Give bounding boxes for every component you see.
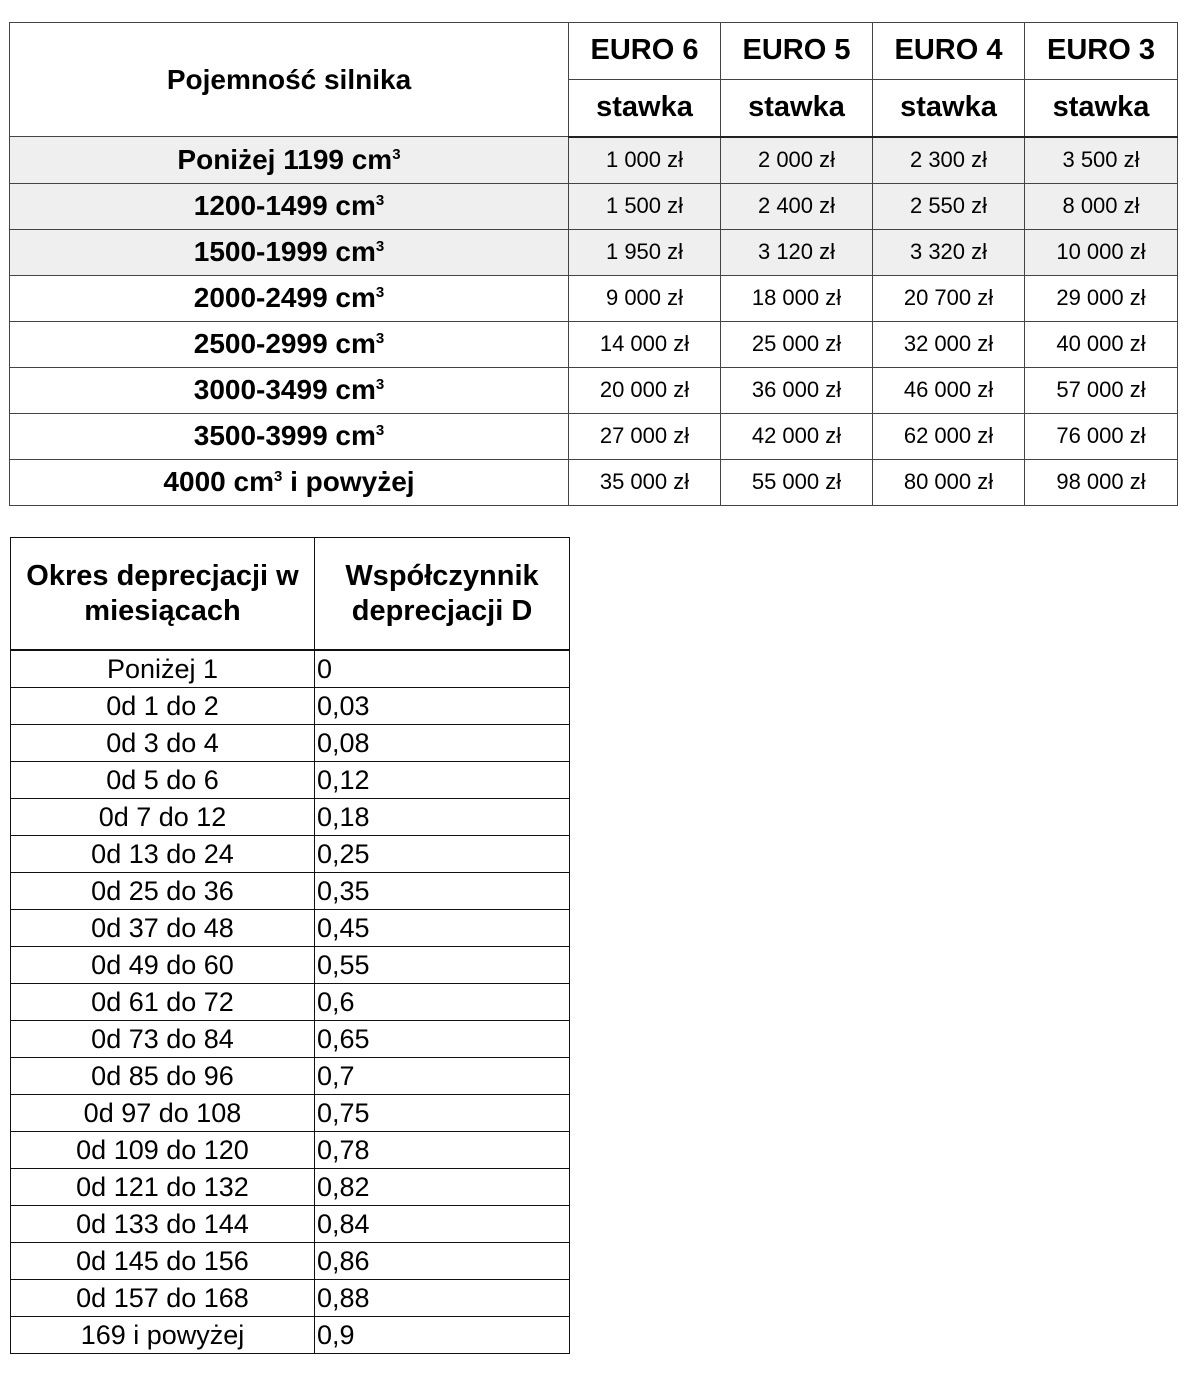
capacity-range-text: 1200-1499 cm bbox=[193, 190, 376, 221]
rate-cell: 35 000 zł bbox=[569, 459, 721, 505]
depreciation-period-cell: 0d 61 do 72 bbox=[11, 984, 315, 1021]
table2-header-row bbox=[11, 538, 570, 651]
cubic-superscript: 3 bbox=[375, 376, 385, 393]
cubic-superscript: 3 bbox=[375, 284, 385, 301]
rate-cell: 1 000 zł bbox=[569, 137, 721, 184]
rate-cell: 76 000 zł bbox=[1025, 413, 1178, 459]
depreciation-coefficient-cell: 0,03 bbox=[315, 688, 570, 725]
engine-capacity-row bbox=[10, 459, 1178, 505]
depreciation-period-header: Okres deprecjacji w miesiącach bbox=[11, 538, 315, 651]
table1-header-row bbox=[10, 23, 1178, 80]
cubic-superscript: 3 bbox=[375, 192, 385, 209]
rate-cell: 1 500 zł bbox=[569, 183, 721, 229]
depreciation-period-cell: 0d 109 do 120 bbox=[11, 1132, 315, 1169]
rate-subheader: stawka bbox=[1025, 79, 1178, 136]
depreciation-row bbox=[11, 1095, 570, 1132]
depreciation-coefficient-cell: 0 bbox=[315, 650, 570, 688]
depreciation-coefficient-cell: 0,7 bbox=[315, 1058, 570, 1095]
depreciation-coefficient-cell: 0,84 bbox=[315, 1206, 570, 1243]
depreciation-period-cell: 0d 1 do 2 bbox=[11, 688, 315, 725]
rate-cell: 42 000 zł bbox=[721, 413, 873, 459]
cubic-superscript: 3 bbox=[375, 238, 385, 255]
rate-cell: 57 000 zł bbox=[1025, 367, 1178, 413]
depreciation-row bbox=[11, 873, 570, 910]
engine-capacity-label bbox=[10, 137, 569, 184]
rate-cell: 62 000 zł bbox=[873, 413, 1025, 459]
depreciation-row bbox=[11, 1280, 570, 1317]
depreciation-coefficient-cell: 0,86 bbox=[315, 1243, 570, 1280]
engine-capacity-row bbox=[10, 367, 1178, 413]
depreciation-coefficient-cell: 0,82 bbox=[315, 1169, 570, 1206]
depreciation-period-cell: 0d 49 do 60 bbox=[11, 947, 315, 984]
capacity-suffix-text: i powyżej bbox=[282, 466, 415, 497]
depreciation-row bbox=[11, 910, 570, 947]
engine-capacity-row bbox=[10, 183, 1178, 229]
engine-capacity-row bbox=[10, 321, 1178, 367]
rate-cell: 20 000 zł bbox=[569, 367, 721, 413]
depreciation-row bbox=[11, 1132, 570, 1169]
depreciation-period-cell: 0d 97 do 108 bbox=[11, 1095, 315, 1132]
rate-cell: 8 000 zł bbox=[1025, 183, 1178, 229]
depreciation-row bbox=[11, 1317, 570, 1354]
depreciation-row bbox=[11, 762, 570, 799]
rate-cell: 32 000 zł bbox=[873, 321, 1025, 367]
capacity-range-text: 3500-3999 cm bbox=[193, 420, 376, 451]
rate-cell: 27 000 zł bbox=[569, 413, 721, 459]
depreciation-period-cell: 169 i powyżej bbox=[11, 1317, 315, 1354]
depreciation-coefficient-cell: 0,88 bbox=[315, 1280, 570, 1317]
depreciation-coefficient-cell: 0,18 bbox=[315, 799, 570, 836]
capacity-range-text: 2000-2499 cm bbox=[193, 282, 376, 313]
euro-5-header: EURO 5 bbox=[721, 23, 873, 80]
depreciation-row bbox=[11, 984, 570, 1021]
depreciation-period-cell: 0d 73 do 84 bbox=[11, 1021, 315, 1058]
depreciation-period-cell: 0d 37 do 48 bbox=[11, 910, 315, 947]
depreciation-period-cell: 0d 3 do 4 bbox=[11, 725, 315, 762]
rate-cell: 14 000 zł bbox=[569, 321, 721, 367]
rate-cell: 9 000 zł bbox=[569, 275, 721, 321]
depreciation-period-cell: 0d 133 do 144 bbox=[11, 1206, 315, 1243]
depreciation-row bbox=[11, 1169, 570, 1206]
rate-cell: 3 320 zł bbox=[873, 229, 1025, 275]
rate-subheader: stawka bbox=[873, 79, 1025, 136]
depreciation-row bbox=[11, 650, 570, 688]
cubic-superscript: 3 bbox=[375, 330, 385, 347]
rate-cell: 1 950 zł bbox=[569, 229, 721, 275]
engine-capacity-rate-table bbox=[9, 22, 1178, 506]
rate-cell: 18 000 zł bbox=[721, 275, 873, 321]
depreciation-coefficient-cell: 0,9 bbox=[315, 1317, 570, 1354]
rate-cell: 80 000 zł bbox=[873, 459, 1025, 505]
depreciation-row bbox=[11, 1243, 570, 1280]
engine-capacity-row bbox=[10, 413, 1178, 459]
depreciation-row bbox=[11, 1206, 570, 1243]
depreciation-period-cell: 0d 157 do 168 bbox=[11, 1280, 315, 1317]
depreciation-period-cell: 0d 121 do 132 bbox=[11, 1169, 315, 1206]
rate-cell: 3 500 zł bbox=[1025, 137, 1178, 184]
depreciation-row bbox=[11, 1058, 570, 1095]
rate-cell: 20 700 zł bbox=[873, 275, 1025, 321]
rate-cell: 40 000 zł bbox=[1025, 321, 1178, 367]
engine-capacity-label bbox=[10, 321, 569, 367]
depreciation-period-cell: Poniżej 1 bbox=[11, 650, 315, 688]
cubic-superscript: 3 bbox=[273, 468, 283, 485]
depreciation-coefficient-cell: 0,08 bbox=[315, 725, 570, 762]
depreciation-coefficient-cell: 0,35 bbox=[315, 873, 570, 910]
rate-cell: 25 000 zł bbox=[721, 321, 873, 367]
rate-subheader: stawka bbox=[569, 79, 721, 136]
depreciation-coefficient-cell: 0,12 bbox=[315, 762, 570, 799]
euro-3-header: EURO 3 bbox=[1025, 23, 1178, 80]
engine-capacity-label bbox=[10, 459, 569, 505]
engine-capacity-label bbox=[10, 229, 569, 275]
rate-cell: 3 120 zł bbox=[721, 229, 873, 275]
depreciation-period-cell: 0d 13 do 24 bbox=[11, 836, 315, 873]
engine-capacity-row bbox=[10, 137, 1178, 184]
euro-4-header: EURO 4 bbox=[873, 23, 1025, 80]
rate-cell: 2 300 zł bbox=[873, 137, 1025, 184]
depreciation-coefficient-cell: 0,6 bbox=[315, 984, 570, 1021]
capacity-range-text: 3000-3499 cm bbox=[193, 374, 376, 405]
table1-body bbox=[10, 137, 1178, 506]
depreciation-coefficient-cell: 0,78 bbox=[315, 1132, 570, 1169]
cubic-superscript: 3 bbox=[392, 145, 401, 163]
capacity-range-text: Poniżej 1199 cm bbox=[177, 143, 393, 175]
rate-cell: 29 000 zł bbox=[1025, 275, 1178, 321]
rate-cell: 36 000 zł bbox=[721, 367, 873, 413]
rate-cell: 2 550 zł bbox=[873, 183, 1025, 229]
rate-cell: 98 000 zł bbox=[1025, 459, 1178, 505]
engine-capacity-row bbox=[10, 229, 1178, 275]
depreciation-coefficient-header: Współczynnik deprecjacji D bbox=[315, 538, 570, 651]
depreciation-period-cell: 0d 7 do 12 bbox=[11, 799, 315, 836]
engine-capacity-label bbox=[10, 275, 569, 321]
euro-6-header: EURO 6 bbox=[569, 23, 721, 80]
table2-body bbox=[11, 650, 570, 1354]
depreciation-row bbox=[11, 1021, 570, 1058]
depreciation-period-cell: 0d 145 do 156 bbox=[11, 1243, 315, 1280]
depreciation-coefficient-cell: 0,75 bbox=[315, 1095, 570, 1132]
rate-cell: 2 400 zł bbox=[721, 183, 873, 229]
depreciation-period-cell: 0d 85 do 96 bbox=[11, 1058, 315, 1095]
capacity-range-text: 2500-2999 cm bbox=[193, 328, 376, 359]
engine-capacity-label bbox=[10, 367, 569, 413]
depreciation-period-cell: 0d 25 do 36 bbox=[11, 873, 315, 910]
capacity-range-text: 4000 cm bbox=[163, 466, 274, 497]
depreciation-row bbox=[11, 799, 570, 836]
rate-cell: 46 000 zł bbox=[873, 367, 1025, 413]
depreciation-period-cell: 0d 5 do 6 bbox=[11, 762, 315, 799]
rate-cell: 55 000 zł bbox=[721, 459, 873, 505]
depreciation-row bbox=[11, 836, 570, 873]
engine-capacity-label bbox=[10, 183, 569, 229]
depreciation-table bbox=[10, 537, 570, 1354]
engine-capacity-label bbox=[10, 413, 569, 459]
cubic-superscript: 3 bbox=[375, 422, 385, 439]
rate-cell: 2 000 zł bbox=[721, 137, 873, 184]
engine-capacity-row bbox=[10, 275, 1178, 321]
depreciation-row bbox=[11, 947, 570, 984]
depreciation-coefficient-cell: 0,25 bbox=[315, 836, 570, 873]
rate-subheader: stawka bbox=[721, 79, 873, 136]
depreciation-row bbox=[11, 688, 570, 725]
engine-capacity-header: Pojemność silnika bbox=[10, 23, 569, 137]
depreciation-coefficient-cell: 0,65 bbox=[315, 1021, 570, 1058]
capacity-range-text: 1500-1999 cm bbox=[193, 236, 376, 267]
depreciation-coefficient-cell: 0,45 bbox=[315, 910, 570, 947]
rate-cell: 10 000 zł bbox=[1025, 229, 1178, 275]
depreciation-coefficient-cell: 0,55 bbox=[315, 947, 570, 984]
depreciation-row bbox=[11, 725, 570, 762]
